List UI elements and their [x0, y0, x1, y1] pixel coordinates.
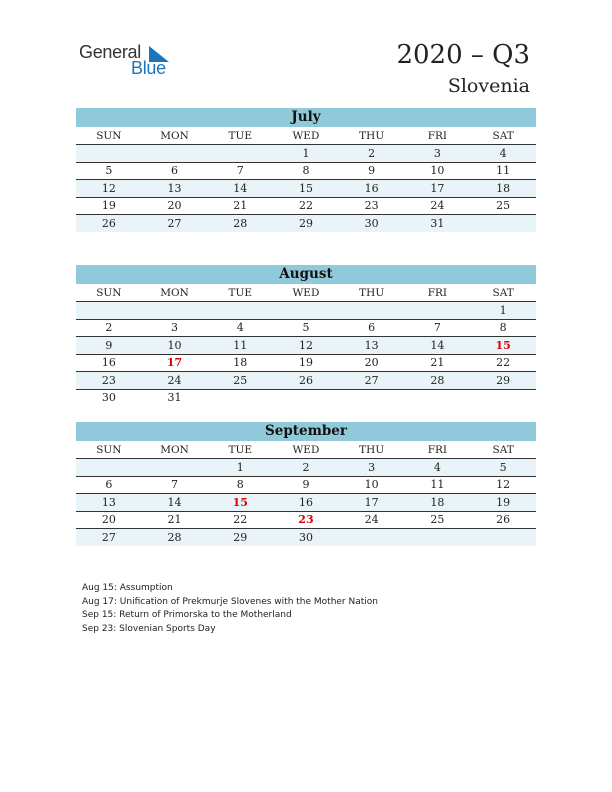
day-cell: 19	[76, 197, 142, 215]
empty-day-cell	[470, 529, 536, 546]
weekday-label: SAT	[470, 127, 536, 145]
empty-day-cell	[339, 389, 405, 406]
empty-day-cell	[273, 302, 339, 320]
empty-day-cell	[207, 302, 273, 320]
day-cell: 21	[142, 511, 208, 529]
day-cell: 14	[142, 494, 208, 512]
weekday-label: WED	[273, 284, 339, 302]
empty-day-cell	[470, 389, 536, 406]
day-cell: 3	[339, 459, 405, 477]
day-cell: 17	[142, 354, 208, 372]
week-row	[76, 319, 536, 337]
weekday-label: WED	[273, 127, 339, 145]
month-name: September	[76, 422, 536, 441]
day-cell: 22	[273, 197, 339, 215]
day-cell: 19	[273, 354, 339, 372]
day-cell: 20	[142, 197, 208, 215]
weekday-label: MON	[142, 284, 208, 302]
empty-day-cell	[207, 145, 273, 163]
day-cell: 9	[273, 476, 339, 494]
day-cell: 10	[142, 337, 208, 355]
week-row	[76, 459, 536, 477]
day-cell: 17	[405, 180, 471, 198]
month-september	[76, 422, 536, 546]
day-cell: 7	[142, 476, 208, 494]
empty-day-cell	[405, 302, 471, 320]
day-cell: 11	[470, 162, 536, 180]
day-cell: 9	[76, 337, 142, 355]
day-cell: 30	[273, 529, 339, 546]
day-cell: 6	[339, 319, 405, 337]
day-cell: 3	[142, 319, 208, 337]
day-cell: 27	[339, 372, 405, 390]
month-table	[76, 441, 536, 546]
week-row	[76, 337, 536, 355]
day-cell: 15	[207, 494, 273, 512]
month-name: August	[76, 265, 536, 284]
empty-day-cell	[470, 215, 536, 232]
day-cell: 29	[273, 215, 339, 232]
day-cell: 8	[207, 476, 273, 494]
day-cell: 25	[470, 197, 536, 215]
day-cell: 9	[339, 162, 405, 180]
day-cell: 23	[273, 511, 339, 529]
day-cell: 30	[339, 215, 405, 232]
weekday-label: SUN	[76, 284, 142, 302]
day-cell: 23	[76, 372, 142, 390]
day-cell: 4	[405, 459, 471, 477]
month-july	[76, 108, 536, 232]
day-cell: 19	[470, 494, 536, 512]
day-cell: 7	[207, 162, 273, 180]
empty-day-cell	[405, 529, 471, 546]
day-cell: 6	[142, 162, 208, 180]
day-cell: 10	[339, 476, 405, 494]
day-cell: 25	[207, 372, 273, 390]
weekday-label: TUE	[207, 127, 273, 145]
day-cell: 12	[470, 476, 536, 494]
day-cell: 12	[273, 337, 339, 355]
day-cell: 4	[470, 145, 536, 163]
week-row	[76, 215, 536, 232]
weekday-label: FRI	[405, 441, 471, 459]
day-cell: 4	[207, 319, 273, 337]
day-cell: 21	[405, 354, 471, 372]
week-row	[76, 494, 536, 512]
week-row	[76, 180, 536, 198]
weekday-label: TUE	[207, 441, 273, 459]
logo-blue-text: Blue	[131, 58, 166, 78]
weekday-label: FRI	[405, 127, 471, 145]
day-cell: 15	[273, 180, 339, 198]
day-cell: 28	[142, 529, 208, 546]
day-cell: 27	[76, 529, 142, 546]
weekday-row	[76, 127, 536, 145]
day-cell: 18	[470, 180, 536, 198]
day-cell: 24	[339, 511, 405, 529]
day-cell: 25	[405, 511, 471, 529]
weekday-row	[76, 284, 536, 302]
day-cell: 16	[273, 494, 339, 512]
week-row	[76, 302, 536, 320]
day-cell: 13	[142, 180, 208, 198]
day-cell: 3	[405, 145, 471, 163]
holiday-note: Sep 15: Return of Primorska to the Motherland	[82, 610, 292, 620]
day-cell: 15	[470, 337, 536, 355]
day-cell: 18	[405, 494, 471, 512]
weekday-label: THU	[339, 127, 405, 145]
day-cell: 20	[339, 354, 405, 372]
weekday-label: THU	[339, 441, 405, 459]
holiday-note: Sep 23: Slovenian Sports Day	[82, 623, 216, 634]
week-row	[76, 162, 536, 180]
day-cell: 6	[76, 476, 142, 494]
weekday-row	[76, 441, 536, 459]
empty-day-cell	[339, 529, 405, 546]
day-cell: 24	[142, 372, 208, 390]
day-cell: 23	[339, 197, 405, 215]
month-body	[76, 145, 536, 232]
day-cell: 16	[339, 180, 405, 198]
weekday-label: MON	[142, 441, 208, 459]
week-row	[76, 389, 536, 406]
page-title: 2020 – Q3	[396, 40, 530, 70]
weekday-label: MON	[142, 127, 208, 145]
week-row	[76, 354, 536, 372]
page-subtitle: Slovenia	[447, 75, 530, 97]
day-cell: 26	[470, 511, 536, 529]
day-cell: 31	[405, 215, 471, 232]
weekday-label: SUN	[76, 127, 142, 145]
day-cell: 28	[405, 372, 471, 390]
month-table	[76, 284, 536, 406]
empty-day-cell	[273, 389, 339, 406]
day-cell: 11	[207, 337, 273, 355]
weekday-label: FRI	[405, 284, 471, 302]
day-cell: 2	[339, 145, 405, 163]
day-cell: 2	[273, 459, 339, 477]
day-cell: 11	[405, 476, 471, 494]
logo	[79, 42, 199, 82]
day-cell: 28	[207, 215, 273, 232]
day-cell: 29	[207, 529, 273, 546]
empty-day-cell	[207, 389, 273, 406]
week-row	[76, 476, 536, 494]
day-cell: 13	[339, 337, 405, 355]
day-cell: 1	[207, 459, 273, 477]
day-cell: 5	[470, 459, 536, 477]
holiday-notes	[82, 582, 378, 636]
month-body	[76, 302, 536, 407]
day-cell: 13	[76, 494, 142, 512]
empty-day-cell	[405, 389, 471, 406]
empty-day-cell	[142, 459, 208, 477]
day-cell: 5	[76, 162, 142, 180]
week-row	[76, 197, 536, 215]
day-cell: 14	[207, 180, 273, 198]
day-cell: 17	[339, 494, 405, 512]
day-cell: 5	[273, 319, 339, 337]
weekday-label: WED	[273, 441, 339, 459]
holiday-note: Aug 15: Assumption	[82, 583, 173, 593]
week-row	[76, 145, 536, 163]
weekday-label: SAT	[470, 284, 536, 302]
day-cell: 8	[470, 319, 536, 337]
day-cell: 31	[167, 391, 182, 405]
day-cell: 14	[405, 337, 471, 355]
day-cell: 22	[207, 511, 273, 529]
day-cell: 26	[76, 215, 142, 232]
day-cell: 29	[470, 372, 536, 390]
day-cell: 18	[207, 354, 273, 372]
month-name: July	[76, 108, 536, 127]
day-cell: 26	[273, 372, 339, 390]
day-cell: 24	[405, 197, 471, 215]
weekday-label: SUN	[76, 441, 142, 459]
weekday-label: SAT	[470, 441, 536, 459]
logo-general-text: General	[79, 42, 141, 62]
empty-day-cell	[76, 302, 142, 320]
holiday-note: Aug 17: Unification of Prekmurje Slovenes with the Mother Nation	[82, 596, 378, 607]
day-cell: 20	[76, 511, 142, 529]
day-cell: 30	[101, 391, 116, 405]
empty-day-cell	[142, 145, 208, 163]
day-cell: 27	[142, 215, 208, 232]
day-cell: 16	[76, 354, 142, 372]
day-cell: 2	[76, 319, 142, 337]
month-august	[76, 265, 536, 406]
day-cell: 7	[405, 319, 471, 337]
day-cell: 1	[273, 145, 339, 163]
weekday-label: THU	[339, 284, 405, 302]
day-cell: 21	[207, 197, 273, 215]
empty-day-cell	[76, 145, 142, 163]
empty-day-cell	[339, 302, 405, 320]
day-cell: 10	[405, 162, 471, 180]
weekday-label: TUE	[207, 284, 273, 302]
week-row	[76, 511, 536, 529]
day-cell: 22	[470, 354, 536, 372]
week-row	[76, 372, 536, 390]
empty-day-cell	[76, 459, 142, 477]
month-body	[76, 459, 536, 546]
day-cell: 8	[273, 162, 339, 180]
day-cell: 1	[470, 302, 536, 320]
week-row	[76, 529, 536, 546]
empty-day-cell	[142, 302, 208, 320]
month-table	[76, 127, 536, 232]
day-cell: 12	[76, 180, 142, 198]
